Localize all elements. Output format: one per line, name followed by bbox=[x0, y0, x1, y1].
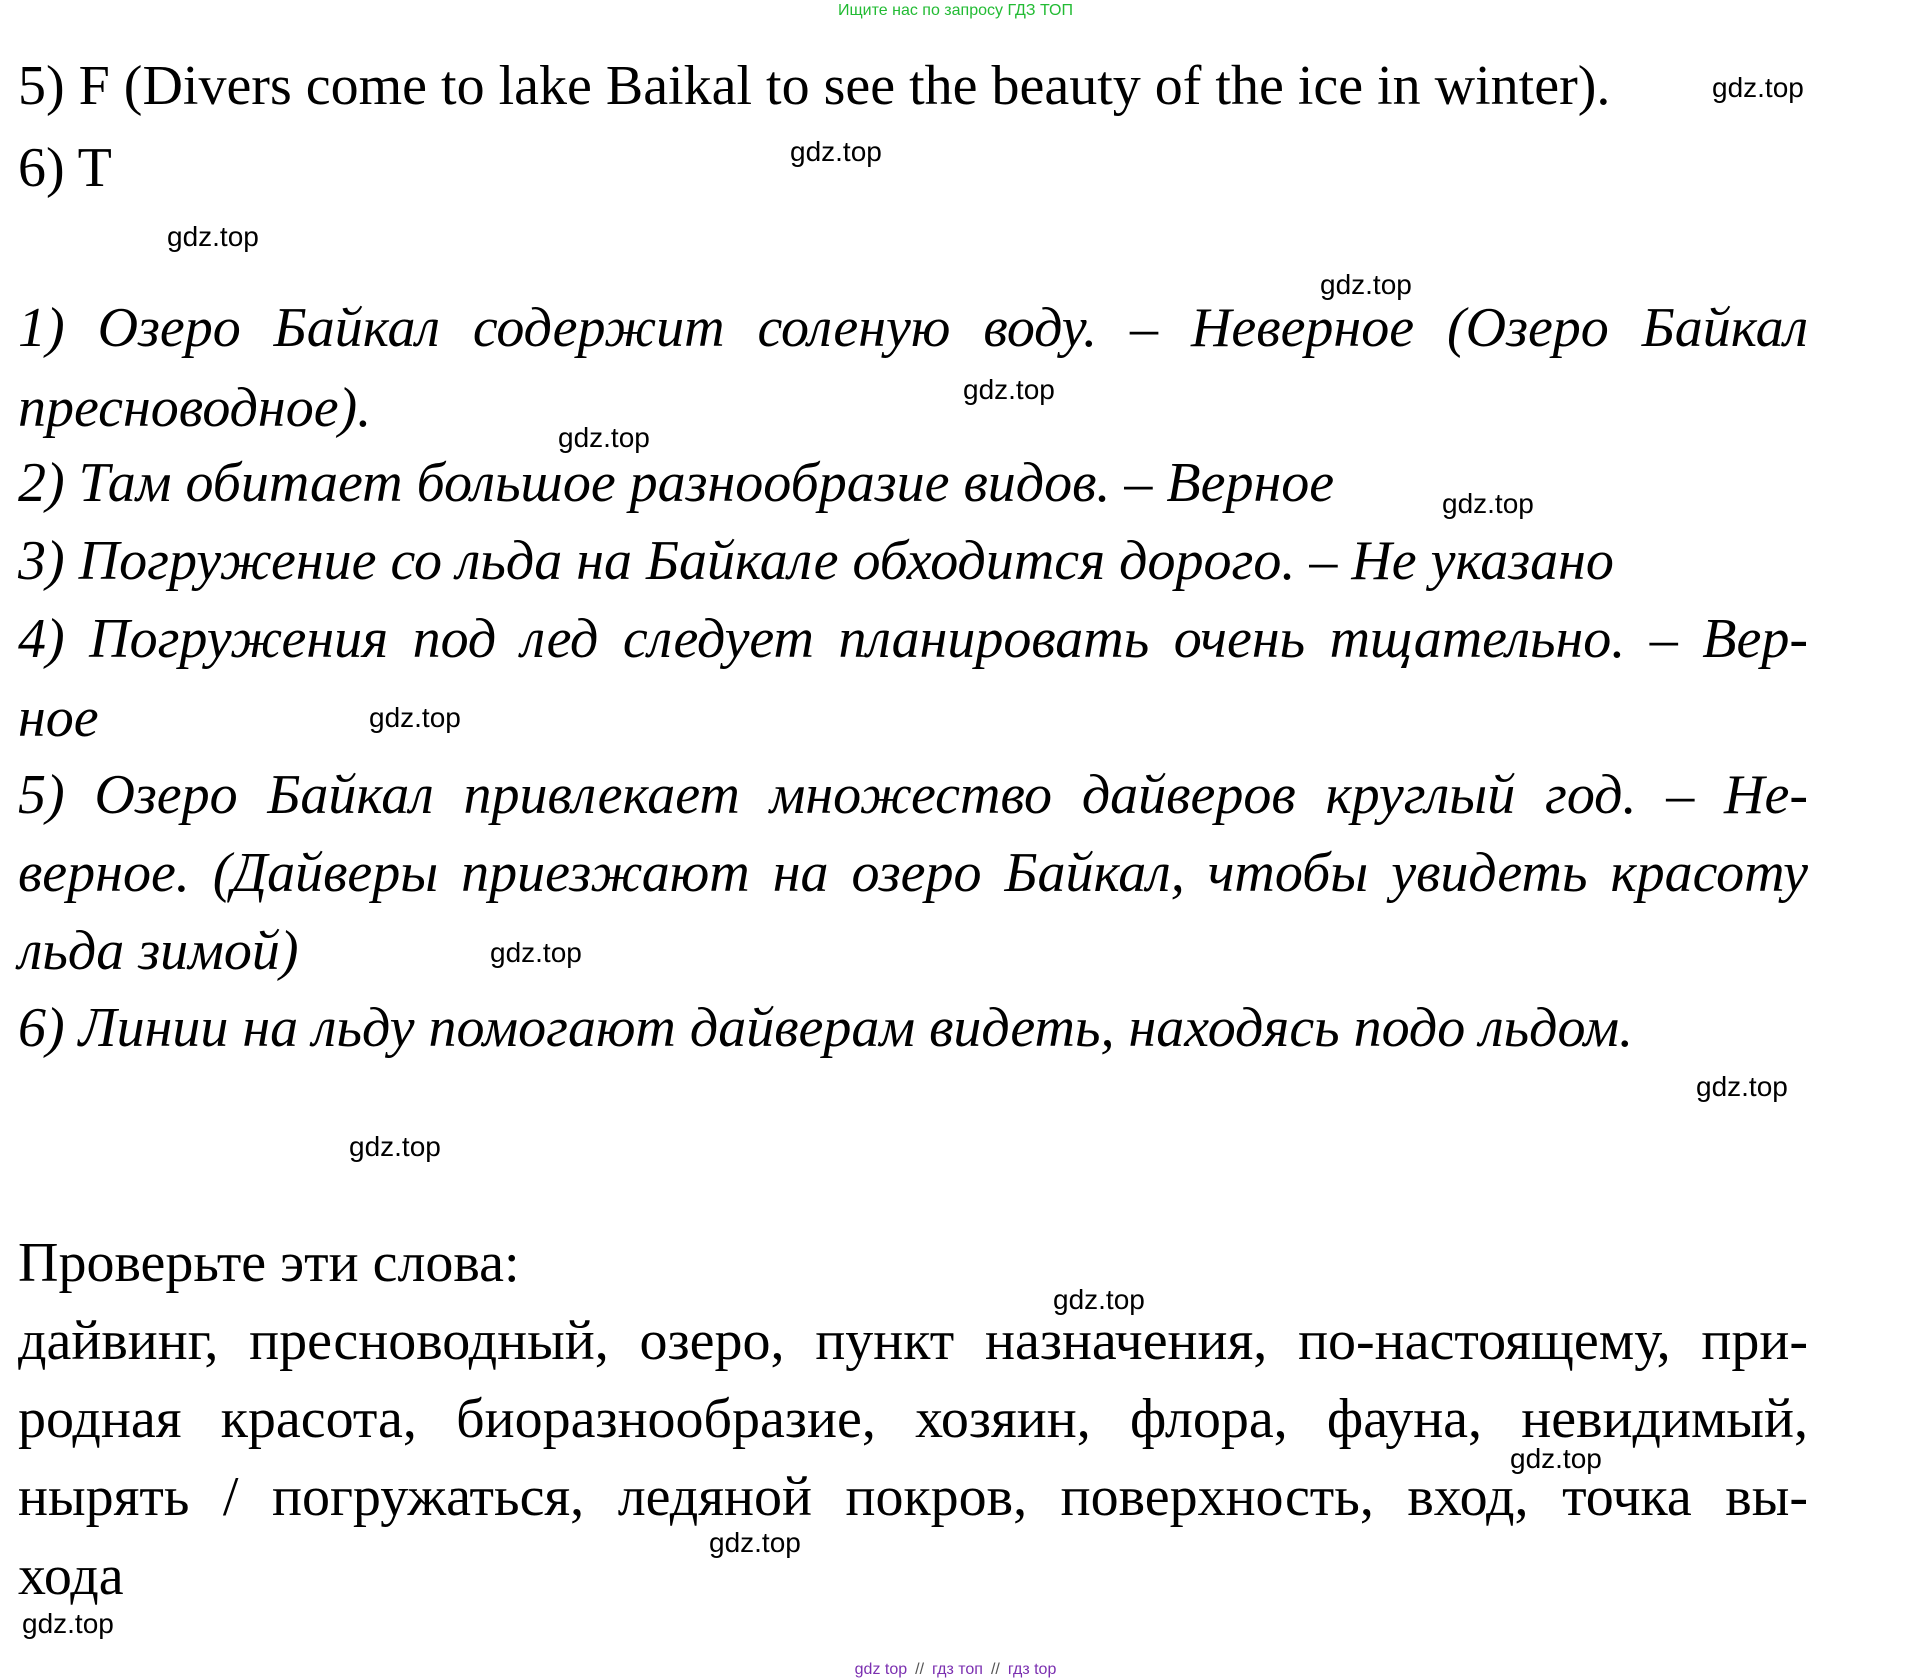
vocab-line: нырять / погружаться, ледяной покров, поверхность, вход, точка вы- bbox=[18, 1466, 1808, 1528]
watermark: gdz.top bbox=[490, 937, 582, 968]
search-hint-link[interactable]: Ищите нас по запросу ГДЗ ТОП bbox=[838, 2, 1073, 19]
watermark: gdz.top bbox=[1696, 1071, 1788, 1102]
translation-line: 2) Там обитает большое разнообразие видов. – Верное bbox=[18, 452, 1335, 514]
vocab-line: родная красота, биоразнообразие, хозяин, флора, фауна, невидимый, bbox=[18, 1388, 1808, 1450]
translation-line: 4) Погружения под лед следует планировать очень тщательно. – Вер- bbox=[18, 608, 1808, 670]
translation-line: верное. (Дайверы приезжают на озеро Байкал, чтобы увидеть красоту bbox=[18, 842, 1808, 904]
watermark: gdz.top bbox=[963, 374, 1055, 405]
translation-line: ное bbox=[18, 687, 99, 749]
translation-line: 1) Озеро Байкал содержит соленую воду. – Неверное (Озеро Байкал bbox=[18, 297, 1808, 359]
translation-line: 6) Линии на льду помогают дайверам видеть, находясь подо льдом. bbox=[18, 997, 1634, 1059]
watermark: gdz.top bbox=[349, 1131, 441, 1162]
vocab-line: дайвинг, пресноводный, озеро, пункт назначения, по-настоящему, при- bbox=[18, 1310, 1808, 1372]
answer-line: 5) F (Divers come to lake Baikal to see the beauty of the ice in winter). bbox=[18, 55, 1611, 117]
watermark: gdz.top bbox=[1510, 1443, 1602, 1474]
footer-link[interactable]: гдз top bbox=[1007, 1661, 1057, 1678]
watermark: gdz.top bbox=[1442, 488, 1534, 519]
watermark: gdz.top bbox=[709, 1527, 801, 1558]
watermark: gdz.top bbox=[22, 1608, 114, 1639]
translation-line: пресноводное). bbox=[18, 377, 372, 439]
vocab-heading: Проверьте эти слова: bbox=[18, 1232, 520, 1294]
footer-links bbox=[0, 1662, 1911, 1678]
footer-link[interactable]: гдз топ bbox=[932, 1661, 983, 1678]
answer-line: 6) T bbox=[18, 137, 112, 199]
vocab-line: хода bbox=[18, 1545, 124, 1607]
watermark: gdz.top bbox=[1053, 1284, 1145, 1315]
watermark: gdz.top bbox=[1320, 269, 1412, 300]
translation-line: 5) Озеро Байкал привлекает множество дайверов круглый год. – Не- bbox=[18, 764, 1808, 826]
watermark: gdz.top bbox=[369, 702, 461, 733]
footer-separator: // bbox=[990, 1661, 1000, 1678]
watermark: gdz.top bbox=[167, 221, 259, 252]
watermark: gdz.top bbox=[558, 422, 650, 453]
watermark: gdz.top bbox=[790, 136, 882, 167]
watermark: gdz.top bbox=[1712, 72, 1804, 103]
translation-line: льда зимой) bbox=[18, 920, 299, 982]
footer-separator: // bbox=[915, 1661, 925, 1678]
translation-line: 3) Погружение со льда на Байкале обходится дорого. – Не указано bbox=[18, 530, 1614, 592]
footer-link[interactable]: gdz top bbox=[854, 1661, 908, 1678]
